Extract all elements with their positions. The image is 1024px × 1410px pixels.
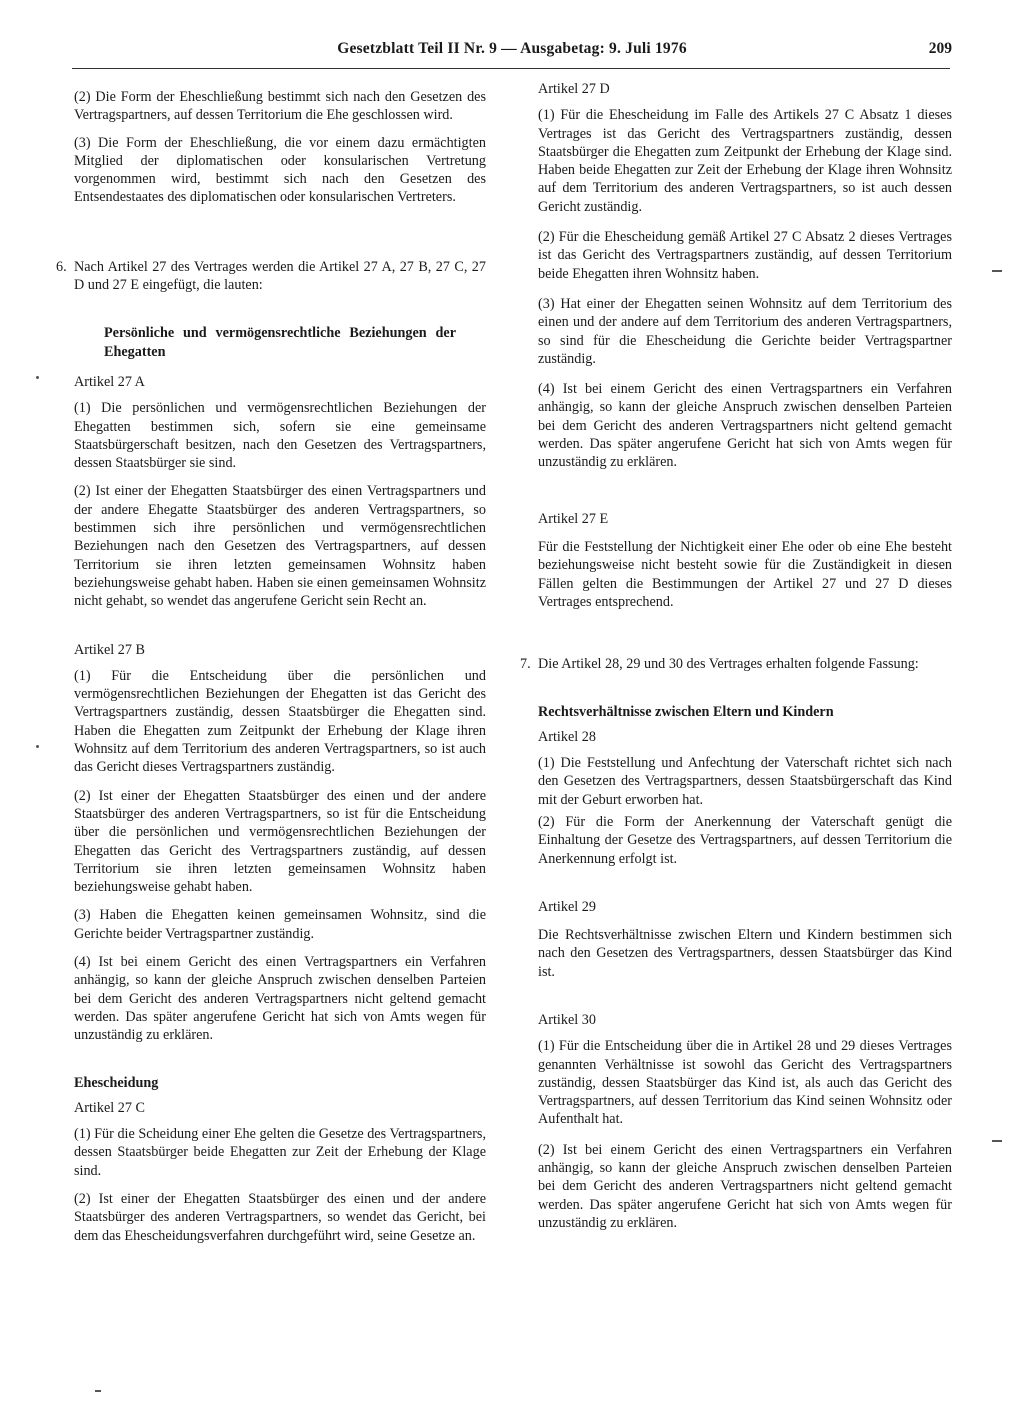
- list-number: 6.: [56, 258, 67, 275]
- scan-speck: [992, 270, 1002, 272]
- paragraph: (2) Ist einer der Ehegatten Staatsbürger des einen Vertragspartners und der andere Ehegatte Staatsbürger des anderen Vertragspartners, so bestimmen sich ihre persönlichen und vermögensrechtlichen Beziehungen nach den Gesetzen des Vertragspartners, auf dessen Territorium sie ihren letzten gemeinsamen Wohnsitz haben beziehungsweise gehabt haben. Haben sie einen gemeinsamen Wohnsitz nicht gehabt, so wendet das angerufene Gericht sein Recht an.: [74, 483, 486, 610]
- scan-speck: [36, 376, 39, 379]
- paragraph: (3) Haben die Ehegatten keinen gemeinsamen Wohnsitz, sind die Gerichte beider Vertragspartner zuständig.: [74, 907, 486, 942]
- right-column: [520, 80, 952, 1232]
- paragraph: (1) Für die Entscheidung über die persönlichen und vermögensrechtlichen Beziehungen der Ehegatten ist das Gericht des Vertragspartners zuständig, dessen Staatsbürger die Ehegatten sind. Haben die Ehegatten zum Zeitpunkt der Erhebung der Klage ihren Wohnsitz auf dem Territorium des anderen Vertragspartners, so ist auch das Gericht dieses Vertragspartners zuständig.: [74, 667, 486, 776]
- paragraph: (4) Ist bei einem Gericht des einen Vertragspartners ein Verfahren anhängig, so kann der gleiche Anspruch zwischen denselben Parteien bei dem Gericht des anderen Vertragspartners nicht geltend gemacht werden. Das später angerufene Gericht hat sich von Amts wegen für unzuständig zu erklären.: [538, 381, 952, 471]
- paragraph: (2) Für die Ehescheidung gemäß Artikel 27 C Absatz 2 dieses Vertrages ist das Gericht des Vertragspartners zuständig, auf dessen Territorium beide Ehegatten ihren Wohnsitz haben.: [538, 229, 952, 282]
- paragraph: (2) Ist einer der Ehegatten Staatsbürger des einen und der andere Staatsbürger des anderen Vertragspartners, so ist für die Entscheidung über die persönlichen und vermögensrechtlichen Beziehungen der Ehegatten das Gericht des Vertragspartners zuständig, auf dessen Territorium sie ihren letzten gemeinsamen Wohnsitz haben beziehungsweise gehabt haben.: [74, 787, 486, 896]
- paragraph: (4) Ist bei einem Gericht des einen Vertragspartners ein Verfahren anhängig, so kann der gleiche Anspruch zwischen denselben Parteien bei dem Gericht des anderen Vertragspartners nicht geltend gemacht werden. Das später angerufene Gericht hat sich von Amts wegen für unzuständig zu erklären.: [74, 953, 486, 1044]
- article-title: Artikel 27 E: [538, 510, 609, 527]
- paragraph: (1) Die Feststellung und Anfechtung der Vaterschaft richtet sich nach den Gesetzen des Vertragspartners, dessen Staatsbürgerschaft das Kind mit der Geburt erworben hat.: [538, 755, 952, 808]
- list-item-7: [520, 655, 952, 673]
- article-title: Artikel 27 A: [74, 373, 145, 390]
- paragraph: (3) Hat einer der Ehegatten seinen Wohnsitz auf dem Territorium des einen und der andere auf dem Territorium des anderen Vertragspartners, so sind für die Ehescheidung die Gerichte beider Vertragspartner zuständig.: [538, 295, 952, 367]
- paragraph: Für die Feststellung der Nichtigkeit einer Ehe oder ob eine Ehe besteht beziehungsweise nicht besteht sowie für die Zuständigkeit in diesen Fällen gelten die Bestimmungen der Artikel 27 und 27 D dieses Vertrages entsprechend.: [538, 538, 952, 610]
- article-title: Artikel 30: [538, 1011, 596, 1028]
- page-number: 209: [928, 40, 952, 57]
- scan-speck: [992, 1140, 1002, 1142]
- paragraph: (2) Ist bei einem Gericht des einen Vertragspartners ein Verfahren anhängig, so kann der gleiche Anspruch zwischen denselben Parteien bei dem Gericht des anderen Vertragspartners nicht geltend gemacht werden. Das später angerufene Gericht hat sich von Amts wegen für unzuständig zu erklären.: [538, 1141, 952, 1231]
- list-number: 7.: [520, 656, 531, 673]
- paragraph: (2) Für die Form der Anerkennung der Vaterschaft genügt die Einhaltung der Gesetze des Vertragspartners, auf dessen Territorium die Anerkennung erfolgt ist.: [538, 813, 952, 867]
- article-title: Artikel 28: [538, 728, 596, 745]
- header-rule: [72, 68, 950, 69]
- article-title: Artikel 27 B: [74, 641, 145, 658]
- paragraph: (1) Für die Scheidung einer Ehe gelten die Gesetze des Vertragspartners, dessen Staatsbürger beide Ehegatten zur Zeit der Erhebung der Klage sind.: [74, 1126, 486, 1179]
- scan-speck: [95, 1390, 101, 1392]
- section-heading: Ehescheidung: [74, 1075, 159, 1092]
- page-header: [60, 40, 964, 68]
- paragraph: (1) Für die Entscheidung über die in Artikel 28 und 29 dieses Vertrages genannten Verhältnisse ist sowohl das Gericht des Vertragspartners zuständig, dessen Staatsbürger das Kind ist, als auch das Gericht des Vertragspartners, auf dessen Territorium das Kind seinen Wohnsitz oder Aufenthalt hat.: [538, 1038, 952, 1128]
- section-heading: Rechtsverhältnisse zwischen Eltern und Kindern: [538, 704, 834, 721]
- article-title: Artikel 27 C: [74, 1099, 145, 1116]
- list-item-6: [56, 258, 486, 295]
- section-heading: Persönliche und vermögensrechtliche Beziehungen der Ehegatten: [104, 325, 456, 360]
- paragraph: (1) Die persönlichen und vermögensrechtlichen Beziehungen der Ehegatten bestimmen sich, sofern sie eine gemeinsame Staatsbürgerschaft besitzen, nach den Gesetzen des Vertragspartners, dessen Staatsbürger sie sind.: [74, 400, 486, 472]
- paragraph: Die Rechtsverhältnisse zwischen Eltern und Kindern bestimmen sich nach den Gesetzen des Vertragspartners, dessen Staatsbürger das Kind ist.: [538, 927, 952, 980]
- paragraph: (3) Die Form der Eheschließung, die vor einem dazu ermächtigten Mitglied der diplomatischen oder konsularischen Vertretung vorgenommen wird, bestimmt sich nach den Gesetzen des Entsendestaates des diplomatischen oder konsularischen Vertreters.: [74, 134, 486, 206]
- paragraph: (1) Für die Ehescheidung im Falle des Artikels 27 C Absatz 1 dieses Vertrages ist das Gericht des Vertragspartners zuständig, dessen Staatsbürger die Ehegatten zum Zeitpunkt der Erhebung der Klage sind. Haben beide Ehegatten zur Zeit der Erhebung der Klage ihren Wohnsitz auf dem Territorium des anderen Vertragspartners, so ist auch dessen Gericht zuständig.: [538, 107, 952, 215]
- article-title: Artikel 27 D: [538, 81, 610, 97]
- paragraph: (2) Ist einer der Ehegatten Staatsbürger des einen und der andere Staatsbürger des anderen Vertragspartners, so wendet das Gericht, bei dem das Ehescheidungsverfahren durchgeführt wird, seine Gesetze an.: [74, 1190, 486, 1244]
- paragraph: (2) Die Form der Eheschließung bestimmt sich nach den Gesetzen des Vertragspartners, auf dessen Territorium die Ehe geschlossen wird.: [74, 89, 486, 124]
- left-column: [56, 88, 486, 1245]
- list-item-text: Die Artikel 28, 29 und 30 des Vertrages erhalten folgende Fassung:: [538, 656, 919, 673]
- header-title: Gesetzblatt Teil II Nr. 9 — Ausgabetag: 9. Juli 1976: [337, 40, 687, 57]
- list-item-text: Nach Artikel 27 des Vertrages werden die Artikel 27 A, 27 B, 27 C, 27 D und 27 E eingefügt, die lauten:: [74, 258, 486, 294]
- scan-speck: [36, 745, 39, 748]
- article-title: Artikel 29: [538, 898, 596, 915]
